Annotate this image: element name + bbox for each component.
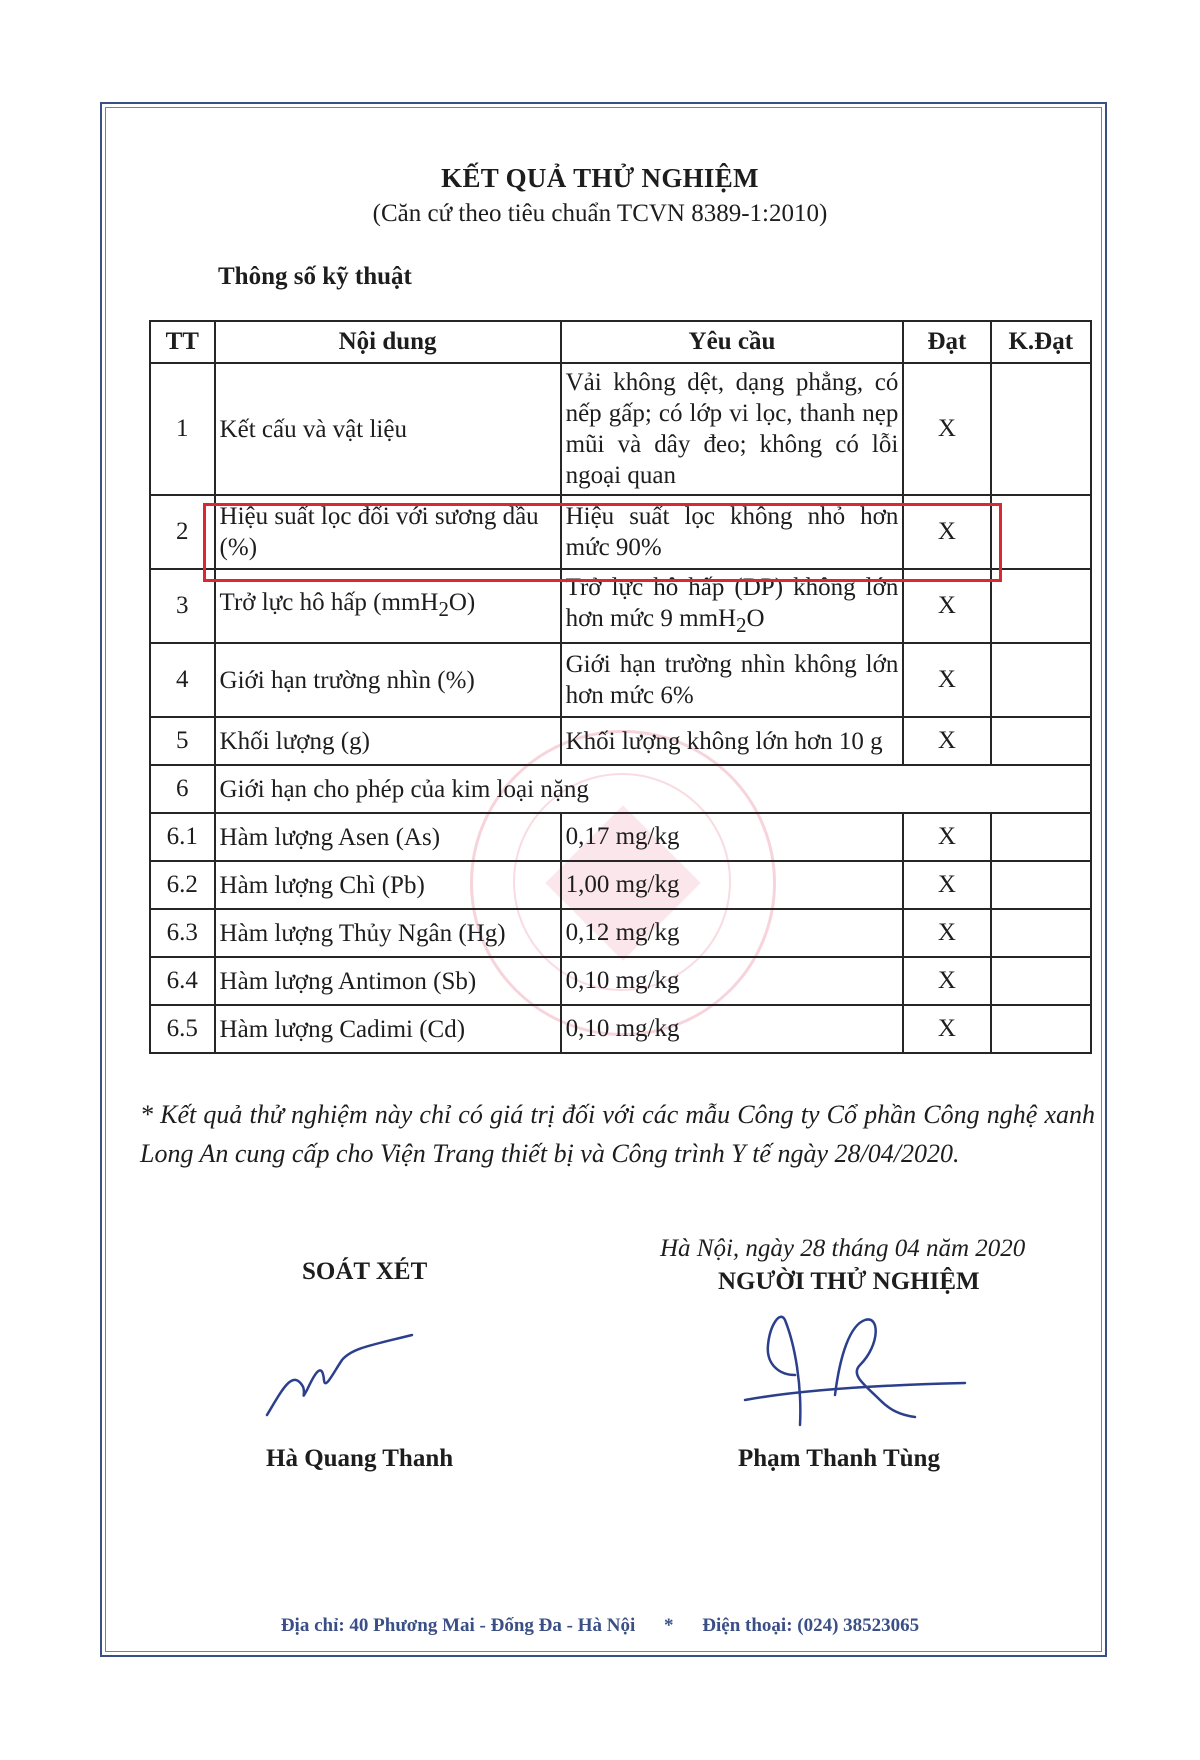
place-date: Hà Nội, ngày 28 tháng 04 năm 2020 (660, 1235, 1026, 1262)
row-tt: 4 (150, 643, 215, 717)
row-fail-mark (991, 861, 1091, 909)
row-fail-mark (991, 643, 1091, 717)
footer-phone: Điện thoại: (024) 38523065 (702, 1615, 920, 1636)
row-requirement: Hiệu suất lọc không nhỏ hơn mức 90% (561, 495, 904, 569)
table-row (150, 909, 1091, 957)
row-content: Hàm lượng Asen (As) (215, 813, 561, 861)
header-tt: TT (150, 321, 215, 363)
row-tt: 1 (150, 363, 215, 495)
row-requirement: 1,00 mg/kg (561, 861, 904, 909)
row-tt: 6.2 (150, 861, 215, 909)
table-row (150, 363, 1091, 495)
row-content: Trở lực hô hấp (mmH$_2$O) (215, 569, 561, 643)
row-requirement: Khối lượng không lớn hơn 10 g (561, 717, 904, 765)
reviewer-name: Hà Quang Thanh (266, 1445, 454, 1472)
footnote: * Kết quả thử nghiệm này chỉ có giá trị đối với các mẫu Công ty Cổ phần Công nghệ xanh Long An cung cấp cho Viện Trang thiết bị và Công trình Y tế ngày 28/04/2020. (140, 1100, 1095, 1168)
spec-table (149, 320, 1092, 1054)
page-title: KẾT QUẢ THỬ NGHIỆM (441, 163, 759, 193)
footer-address: Địa chỉ: 40 Phương Mai - Đống Đa - Hà Nội (280, 1615, 636, 1636)
row-requirement: 0,17 mg/kg (561, 813, 904, 861)
row-requirement: 0,10 mg/kg (561, 957, 904, 1005)
table-row (150, 643, 1091, 717)
row-tt: 6.3 (150, 909, 215, 957)
row-pass-mark: X (903, 643, 990, 717)
row-tt: 5 (150, 717, 215, 765)
row-tt: 6 (150, 765, 215, 813)
row-pass-mark: X (903, 813, 990, 861)
row-tt: 2 (150, 495, 215, 569)
reviewer-role: SOÁT XÉT (302, 1258, 428, 1285)
table-header-row (150, 321, 1091, 363)
row-pass-mark: X (903, 363, 990, 495)
row-tt: 6.1 (150, 813, 215, 861)
page-subtitle: (Căn cứ theo tiêu chuẩn TCVN 8389-1:2010) (372, 200, 828, 227)
row-fail-mark (991, 813, 1091, 861)
row-content: Giới hạn cho phép của kim loại nặng (215, 765, 1091, 813)
row-tt: 6.4 (150, 957, 215, 1005)
row-content: Kết cấu và vật liệu (215, 363, 561, 495)
row-requirement: 0,10 mg/kg (561, 1005, 904, 1053)
row-fail-mark (991, 909, 1091, 957)
tester-name: Phạm Thanh Tùng (738, 1445, 940, 1472)
row-fail-mark (991, 363, 1091, 495)
row-pass-mark: X (903, 1005, 990, 1053)
header-requirement: Yêu cầu (561, 321, 904, 363)
row-requirement: Giới hạn trường nhìn không lớn hơn mức 6% (561, 643, 904, 717)
row-requirement: Vải không dệt, dạng phẳng, có nếp gấp; có lớp vi lọc, thanh nẹp mũi và dây đeo; không có lỗi ngoại quan (561, 363, 904, 495)
header-fail: K.Đạt (991, 321, 1091, 363)
row-pass-mark: X (903, 569, 990, 643)
table-row (150, 861, 1091, 909)
row-content: Khối lượng (g) (215, 717, 561, 765)
row-content: Hàm lượng Thủy Ngân (Hg) (215, 909, 561, 957)
row-tt: 6.5 (150, 1005, 215, 1053)
row-fail-mark (991, 1005, 1091, 1053)
row-pass-mark: X (903, 495, 990, 569)
row-pass-mark: X (903, 957, 990, 1005)
table-row (150, 717, 1091, 765)
table-row (150, 1005, 1091, 1053)
row-requirement: 0,12 mg/kg (561, 909, 904, 957)
header-content: Nội dung (215, 321, 561, 363)
table-row (150, 765, 1091, 813)
header-pass: Đạt (903, 321, 990, 363)
table-row (150, 957, 1091, 1005)
row-tt: 3 (150, 569, 215, 643)
row-2-highlight-box (203, 503, 1002, 582)
section-title: Thông số kỹ thuật (218, 263, 412, 290)
reviewer-signature (262, 1330, 422, 1420)
row-pass-mark: X (903, 909, 990, 957)
row-content: Hàm lượng Chì (Pb) (215, 861, 561, 909)
table-row (150, 813, 1091, 861)
row-pass-mark: X (903, 717, 990, 765)
tester-signature (740, 1305, 970, 1435)
row-fail-mark (991, 495, 1091, 569)
footer-separator: * (664, 1615, 674, 1636)
row-content: Hàm lượng Antimon (Sb) (215, 957, 561, 1005)
row-fail-mark (991, 957, 1091, 1005)
row-content: Hàm lượng Cadimi (Cd) (215, 1005, 561, 1053)
tester-role: NGƯỜI THỬ NGHIỆM (718, 1268, 980, 1295)
row-fail-mark (991, 717, 1091, 765)
row-pass-mark: X (903, 861, 990, 909)
row-content: Giới hạn trường nhìn (%) (215, 643, 561, 717)
row-fail-mark (991, 569, 1091, 643)
row-requirement: Trở lực hô hấp (DP) không lớn hơn mức 9 mmH$_2$O (561, 569, 904, 643)
row-content: Hiệu suất lọc đối với sương dầu (%) (215, 495, 561, 569)
footer (0, 1615, 1200, 1637)
